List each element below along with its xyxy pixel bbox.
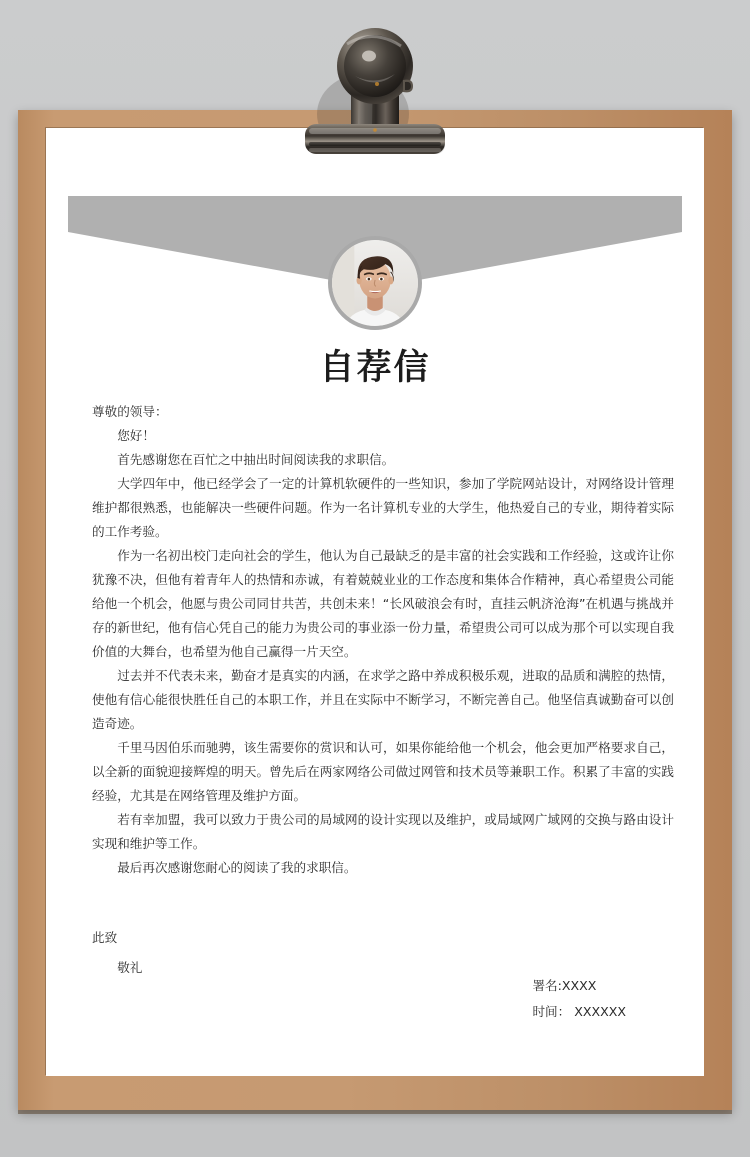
letter-closing	[92, 923, 142, 983]
closing-line-1: 此致	[92, 930, 118, 945]
letter-salutation: 尊敬的领导：	[92, 404, 168, 419]
closing-line-2: 敬礼	[117, 960, 143, 975]
letter-paper	[46, 128, 704, 1076]
letter-paragraph-6: 若有幸加盟，我可以致力于贵公司的局域网的设计实现以及维护，或局域网广域网的交换与路由设计实现和维护等工作。	[92, 812, 674, 851]
letter-paragraph-1: 首先感谢您在百忙之中抽出时间阅读我的求职信。	[117, 452, 395, 467]
letter-paragraph-4: 过去并不代表未来，勤奋才是真实的内涵，在求学之路中养成积极乐观，进取的品质和满腔的热情，使他有信心能很快胜任自己的本职工作，并且在实际中不断学习，不断完善自己。他坚信真诚勤奋可以创造奇迹。	[92, 668, 674, 731]
letter-paragraph-3: 作为一名初出校门走向社会的学生，他认为自己最缺乏的是丰富的社会实践和工作经验，这或许让你犹豫不决，但他有着青年人的热情和赤诚，有着兢兢业业的工作态度和集体合作精神，真心希望贵公司能给他一个机会，他愿与贵公司同甘共苦，共创未来！“长风破浪会有时，直挂云帆济沧海”在机遇与挑战并存的新世纪，他有信心凭自己的能力为贵公司的事业添一份力量，希望贵公司可以成为那个可以实现自我价值的大舞台，也希望为他自己赢得一片天空。	[92, 548, 674, 659]
page-title: 自荐信	[319, 348, 431, 388]
clipboard-board	[18, 110, 732, 1110]
letter-paragraph-7: 最后再次感谢您耐心的阅读了我的求职信。	[117, 860, 357, 875]
letter-paragraph-5: 千里马因伯乐而驰骋，该生需要你的赏识和认可，如果你能给他一个机会，他会更加严格要求自己，以全新的面貌迎接辉煌的明天。曾先后在两家网络公司做过网管和技术员等兼职工作。积累了丰富的实践经验，尤其是在网络管理及维护方面。	[92, 740, 674, 803]
signature-date: 时间： XXXXXX	[532, 1004, 626, 1019]
letter-body	[92, 400, 674, 880]
letter-paragraph-2: 大学四年中，他已经学会了一定的计算机软硬件的一些知识，参加了学院网站设计，对网络设计管理维护都很熟悉，也能解决一些硬件问题。作为一名计算机专业的大学生，他热爱自己的专业，期待着实际的工作考验。	[92, 476, 674, 539]
avatar	[328, 236, 422, 330]
signature-name: 署名:XXXX	[532, 978, 597, 993]
signature-block	[532, 973, 626, 1025]
letter-greeting: 您好！	[117, 428, 155, 443]
